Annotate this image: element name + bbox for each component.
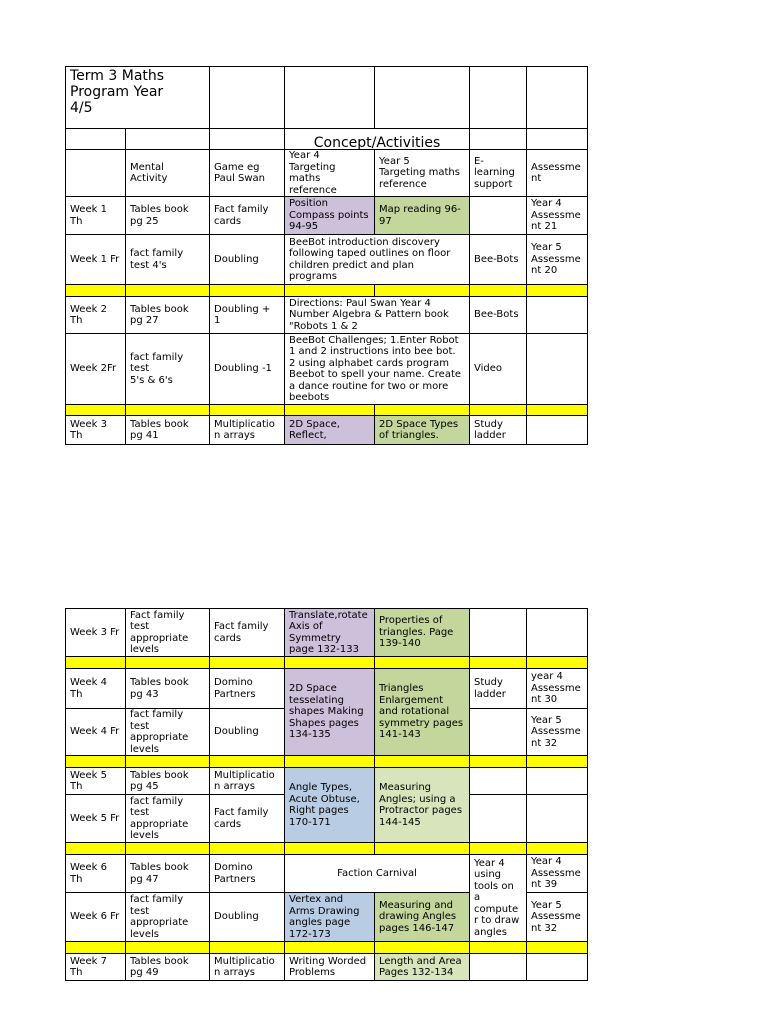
assessment-cell: Year 5 Assessme nt 20: [527, 235, 588, 285]
separator-row: [66, 405, 588, 416]
week-cell: Week 5 Fr: [66, 795, 126, 843]
week-cell: Week 5 Th: [66, 768, 126, 795]
assessment-cell: [527, 954, 588, 981]
empty-cell: [470, 67, 527, 129]
week-cell: Week 1 Th: [66, 197, 126, 235]
empty-cell: [210, 129, 285, 150]
table-row: [66, 855, 588, 893]
elearning-cell: [470, 197, 527, 235]
elearning-cell: [470, 795, 527, 843]
table-row: [66, 334, 588, 405]
table-row: [66, 235, 588, 285]
year5-cell: Triangles Enlargement and rotational symmetry pages 141-143: [375, 669, 470, 756]
header-year4: Year 4 Targeting maths reference: [285, 150, 375, 197]
faction-carnival-cell: Faction Carnival: [285, 855, 470, 893]
year5-cell: Map reading 96- 97: [375, 197, 470, 235]
empty-cell: [527, 67, 588, 129]
elearning-cell: Video: [470, 334, 527, 405]
assessment-cell: [527, 334, 588, 405]
empty-cell: [470, 129, 527, 150]
week-cell: Week 2Fr: [66, 334, 126, 405]
activity-cell: BeeBot introduction discovery following taped outlines on floor children predict and plan programs: [285, 235, 470, 285]
game-cell: Doubling: [210, 235, 285, 285]
elearning-cell: [470, 768, 527, 795]
activity-cell: BeeBot Challenges; 1.Enter Robot 1 and 2 instructions into bee bot. 2 using alphabet cards program Beebot to spell your name. Create a dance routine for two or more beebots: [285, 334, 470, 405]
separator-row: [66, 942, 588, 954]
assessment-cell: year 4 Assessme nt 30: [527, 669, 588, 709]
game-cell: Doubling: [210, 893, 285, 942]
game-cell: Domino Partners: [210, 855, 285, 893]
year4-cell: Vertex and Arms Drawing angles page 172-173: [285, 893, 375, 942]
year5-cell: Length and Area Pages 132-134: [375, 954, 470, 981]
elearning-cell: Bee-Bots: [470, 297, 527, 334]
header-assessment: Assessme nt: [527, 150, 588, 197]
mental-cell: fact family test 5's & 6's: [126, 334, 210, 405]
year4-cell: Position Compass points 94-95: [285, 197, 375, 235]
elearning-cell: Study ladder: [470, 416, 527, 445]
game-cell: Fact family cards: [210, 197, 285, 235]
table-row: [66, 197, 588, 235]
table-row: [66, 416, 588, 445]
mental-cell: Tables book pg 27: [126, 297, 210, 334]
mental-cell: Fact family test appropriate levels: [126, 609, 210, 657]
year5-cell: Measuring Angles; using a Protractor pages 144-145: [375, 768, 470, 843]
elearning-cell: Bee-Bots: [470, 235, 527, 285]
assessment-cell: [527, 768, 588, 795]
week-cell: Week 6 Th: [66, 855, 126, 893]
table-row: [66, 768, 588, 795]
week-cell: Week 3 Th: [66, 416, 126, 445]
year4-cell: Translate,rotate Axis of Symmetry page 132-133: [285, 609, 375, 657]
empty-cell: [66, 129, 126, 150]
maths-program-table-page-bottom: [65, 608, 588, 981]
table-row: [66, 297, 588, 334]
empty-cell: [126, 129, 210, 150]
week-cell: Week 3 Fr: [66, 609, 126, 657]
game-cell: Domino Partners: [210, 669, 285, 709]
mental-cell: fact family test appropriate levels: [126, 795, 210, 843]
empty-cell: [375, 67, 470, 129]
game-cell: Fact family cards: [210, 795, 285, 843]
mental-cell: Tables book pg 49: [126, 954, 210, 981]
year4-cell: Writing Worded Problems: [285, 954, 375, 981]
mental-cell: Tables book pg 47: [126, 855, 210, 893]
table-row: [66, 609, 588, 657]
year4-cell: Angle Types, Acute Obtuse, Right pages 170-171: [285, 768, 375, 843]
table-row: [66, 954, 588, 981]
assessment-cell: [527, 609, 588, 657]
header-mental-activity: Mental Activity: [126, 150, 210, 197]
mental-cell: Tables book pg 45: [126, 768, 210, 795]
elearning-cell: [470, 954, 527, 981]
assessment-cell: [527, 297, 588, 334]
game-cell: Fact family cards: [210, 609, 285, 657]
week-cell: Week 7 Th: [66, 954, 126, 981]
header-year5: Year 5 Targeting maths reference: [375, 150, 470, 197]
maths-program-table-page-top: [65, 66, 588, 445]
assessment-cell: Year 4 Assessme nt 21: [527, 197, 588, 235]
week-cell: Week 1 Fr: [66, 235, 126, 285]
game-cell: Multiplicatio n arrays: [210, 954, 285, 981]
mental-cell: fact family test 4's: [126, 235, 210, 285]
elearning-cell: Study ladder: [470, 669, 527, 709]
year4-cell: 2D Space tesselating shapes Making Shapes pages 134-135: [285, 669, 375, 756]
elearning-cell: [470, 709, 527, 756]
week-cell: Week 2 Th: [66, 297, 126, 334]
header-elearning: E- learning support: [470, 150, 527, 197]
activity-cell: Directions: Paul Swan Year 4 Number Algebra & Pattern book "Robots 1 & 2: [285, 297, 470, 334]
game-cell: Doubling + 1: [210, 297, 285, 334]
mental-cell: Tables book pg 25: [126, 197, 210, 235]
game-cell: Doubling: [210, 709, 285, 756]
year5-cell: Properties of triangles. Page 139-140: [375, 609, 470, 657]
mental-cell: fact family test appropriate levels: [126, 709, 210, 756]
assessment-cell: Year 5 Assessme nt 32: [527, 709, 588, 756]
separator-row: [66, 843, 588, 855]
week-cell: Week 6 Fr: [66, 893, 126, 942]
game-cell: Multiplicatio n arrays: [210, 416, 285, 445]
mental-cell: Tables book pg 43: [126, 669, 210, 709]
empty-cell: [66, 150, 126, 197]
assessment-cell: [527, 795, 588, 843]
assessment-cell: Year 5 Assessme nt 32: [527, 893, 588, 942]
empty-cell: [527, 129, 588, 150]
week-cell: Week 4 Fr: [66, 709, 126, 756]
elearning-cell: [470, 609, 527, 657]
elearning-cell: Year 4 using tools on a compute r to draw angles: [470, 855, 527, 942]
game-cell: Multiplicatio n arrays: [210, 768, 285, 795]
game-cell: Doubling -1: [210, 334, 285, 405]
table-row: [66, 669, 588, 709]
separator-row: [66, 657, 588, 669]
concept-activities-header: Concept/Activities: [285, 129, 470, 150]
separator-row: [66, 285, 588, 297]
separator-row: [66, 756, 588, 768]
week-cell: Week 4 Th: [66, 669, 126, 709]
header-game: Game eg Paul Swan: [210, 150, 285, 197]
year5-cell: 2D Space Types of triangles.: [375, 416, 470, 445]
assessment-cell: Year 4 Assessme nt 39: [527, 855, 588, 893]
year5-cell: Measuring and drawing Angles pages 146-147: [375, 893, 470, 942]
empty-cell: [285, 67, 375, 129]
mental-cell: fact family test appropriate levels: [126, 893, 210, 942]
year4-cell: 2D Space, Reflect,: [285, 416, 375, 445]
mental-cell: Tables book pg 41: [126, 416, 210, 445]
empty-cell: [210, 67, 285, 129]
assessment-cell: [527, 416, 588, 445]
program-title: Term 3 Maths Program Year 4/5: [66, 67, 210, 129]
